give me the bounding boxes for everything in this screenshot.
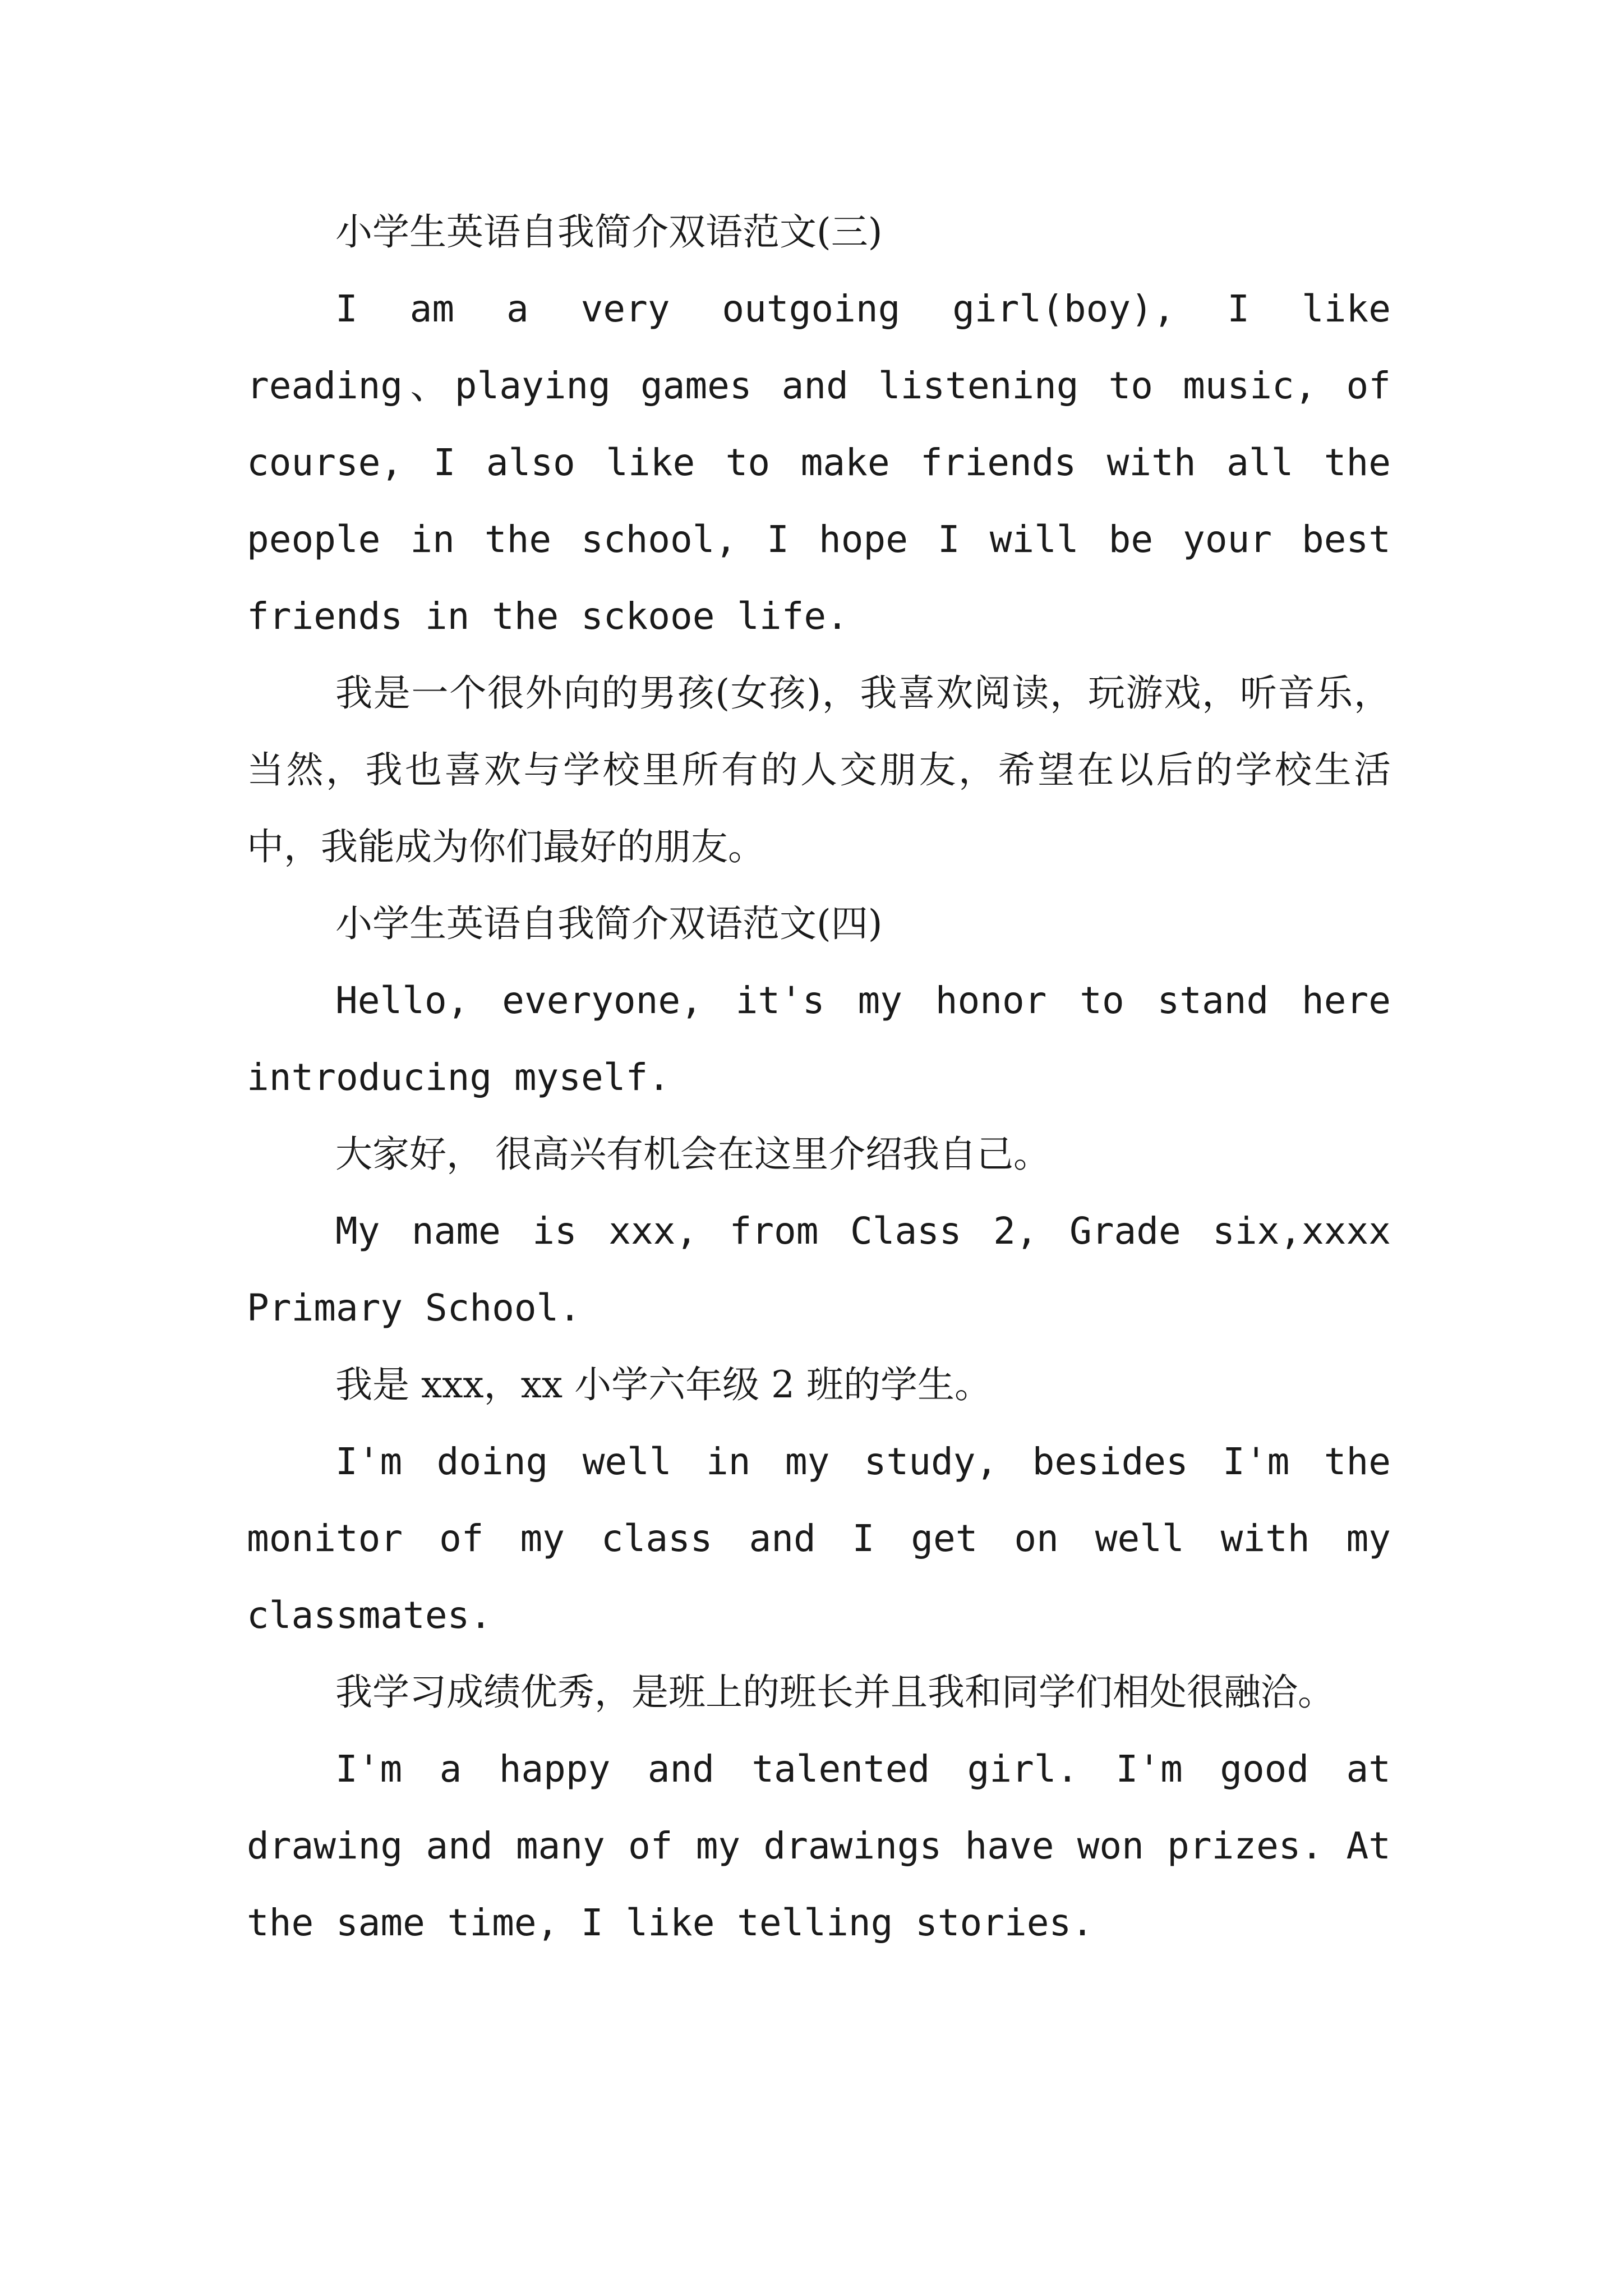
- chinese-paragraph: 我学习成绩优秀，是班上的班长并且我和同学们相处很融洽。: [335, 1671, 1335, 1714]
- chinese-paragraph: 我是 xxx，xx 小学六年级 2 班的学生。: [335, 1363, 992, 1406]
- document-body: [247, 194, 1391, 1961]
- english-paragraph: My name is xxx, from Class 2, Grade six,xxxx Primary School.: [247, 1209, 1391, 1329]
- section-heading-4: 小学生英语自我简介双语范文(四): [335, 902, 883, 945]
- english-paragraph: I'm a happy and talented girl. I'm good at drawing and many of my drawings have won prizes. At the same time, I like telling stories.: [247, 1747, 1391, 1944]
- english-paragraph: I'm doing well in my study, besides I'm the monitor of my class and I get on well with my classmates.: [247, 1440, 1391, 1637]
- english-paragraph: Hello, everyone, it's my honor to stand here introducing myself.: [247, 979, 1391, 1099]
- chinese-paragraph: 大家好， 很高兴有机会在这里介绍我自己。: [335, 1133, 1050, 1176]
- section-heading-3: 小学生英语自我简介双语范文(三): [335, 210, 883, 254]
- english-paragraph: I am a very outgoing girl(boy), I like reading、playing games and listening to music, of course, I also like to make friends with all the people in the school, I hope I will be your best friends in the sckooe life.: [247, 287, 1391, 638]
- chinese-paragraph: 我是一个很外向的男孩(女孩)，我喜欢阅读，玩游戏，听音乐，当然，我也喜欢与学校里所有的人交朋友，希望在以后的学校生活中，我能成为你们最好的朋友。: [247, 671, 1391, 868]
